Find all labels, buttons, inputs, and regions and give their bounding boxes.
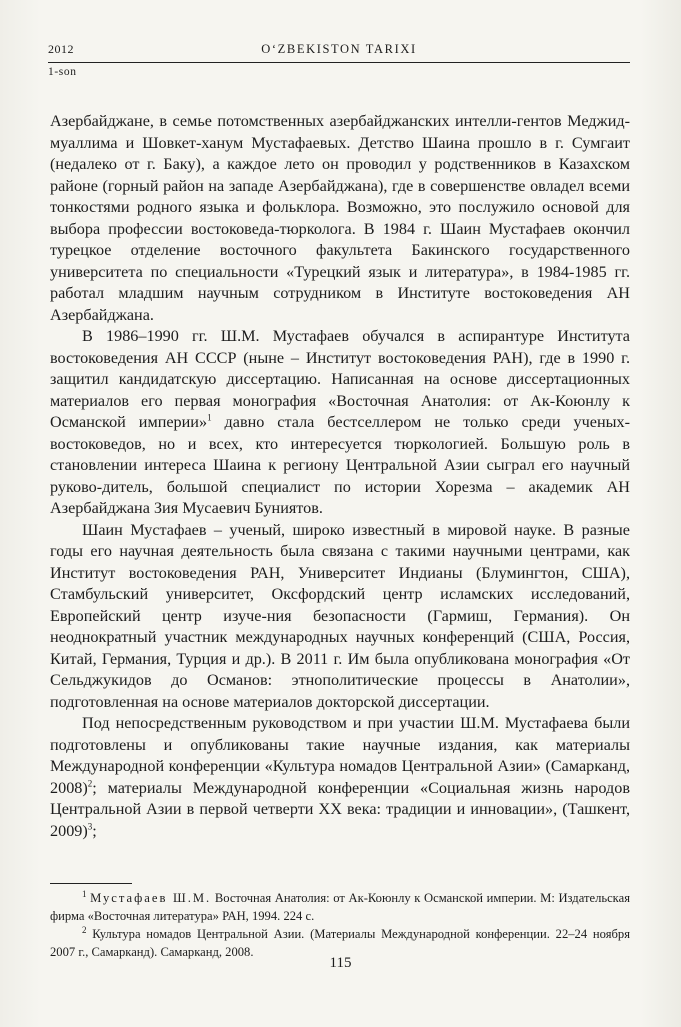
paragraph-4-text-a: Под непосредственным руководством и при участии Ш.М. Мустафаева были подготовлены и опубликованы такие научные издания, как материалы Международной конференции «Культура номадов Центральной Азии» (Самарканд, 2008) <box>50 714 630 797</box>
header-rule <box>48 62 630 63</box>
paragraph-3-text: Шаин Мустафаев – ученый, широко известный в мировой науке. В разные годы его научная деятельность была связана с такими научными центрами, как Институт востоковедения РАН, Университет Индианы (Блумингтон, США), Стамбульский университет, Оксфордский центр исламских исследований, Европейский центр изуче-ния безопасности (Гармиш, Германия). Он неоднократный участник международных научных конференций (США, Россия, Китай, Германия, Турция и др.). В 2011 г. Им была опубликована монография «От Сельджукидов до Османов: этнополитические процессы в Анатолии», подготовленная на основе материалов докторской диссертации. <box>50 520 630 711</box>
footnote-ref-1: 1 <box>207 412 212 423</box>
page-number: 115 <box>329 955 352 971</box>
paragraph-2-text-a: В 1986–1990 гг. Ш.М. Мустафаев обучался в аспирантуре Института востоковедения АН СССР (ныне – Институт востоковедения РАН), где в 1990 г. защитил кандидатскую диссертацию. Написанная на основе диссертационных материалов его первая монография «Восточная Анатолия: от Ак-Коюнлу к Османской империи» <box>50 327 630 431</box>
footnotes <box>50 889 630 961</box>
paragraph-2-text-b: давно стала бестселлером не только среди ученых-востоковедов, но и всех, кто интересуется тюркологией. Большую роль в становлении интереса Шаина к региону Центральной Азии сыграл его научный руково-дитель, большой специалист по истории Хорезма – академик АН Азербайджана Зия Мусаевич Буниятов. <box>50 413 630 517</box>
paragraph-3 <box>50 520 630 714</box>
article-body <box>50 111 630 842</box>
paragraph-4-text-b: ; материалы Международной конференции «Социальная жизнь народов Центральной Азии в первой четверти XX века: традиции и инновации», (Ташкент, 2009) <box>50 778 630 840</box>
footnote-1-text: Восточная Анатолия: от Ак-Коюнлу к Османской империи. М: Издательская фирма «Восточная литература» РАН, 1994. 224 с. <box>50 891 630 923</box>
header-year: 2012 <box>48 42 74 56</box>
footnote-ref-3: 3 <box>87 821 93 832</box>
paragraph-1-text: Азербайджане, в семье потомственных азербайджанских интелли-гентов Меджид-муаллима и Шовкет-ханум Мустафаевых. Детство Шаина прошло в г. Сумгаит (недалеко от г. Баку), а каждое лето он проводил у родственников в Казахском районе (горный район на западе Азербайджана), где в совершенстве овладел всеми тонкостями родного языка и фольклора. Возможно, это послужило основой для выбора профессии востоковеда-тюрколога. В 1984 г. Шаин Мустафаев окончил турецкое отделение восточного факультета Бакинского государственного университета по специальности «Турецкий язык и литература», в 1984-1985 гг. работал младшим научным сотрудником в Институте востоковедения АН Азербайджана. <box>50 112 630 324</box>
paragraph-4 <box>50 713 630 842</box>
footnote-2-marker: 2 <box>82 924 87 935</box>
footnote-rule <box>50 883 132 884</box>
footnote-1-marker: 1 <box>82 888 87 899</box>
paragraph-4-text-c: ; <box>92 821 97 840</box>
footnote-1 <box>50 889 630 925</box>
journal-title: O‘ZBEKISTON TARIXI <box>261 42 417 56</box>
footnote-1-author: Мустафаев Ш.М. <box>90 891 212 905</box>
paragraph-2 <box>50 326 630 520</box>
paragraph-1 <box>50 111 630 326</box>
issue-number: 1-son <box>48 66 77 78</box>
footnote-2-text: Культура номадов Центральной Азии. (Материалы Международной конференции. 22–24 ноября 2007 г., Самарканд). Самарканд, 2008. <box>50 927 630 959</box>
footnote-ref-2: 2 <box>87 778 93 789</box>
